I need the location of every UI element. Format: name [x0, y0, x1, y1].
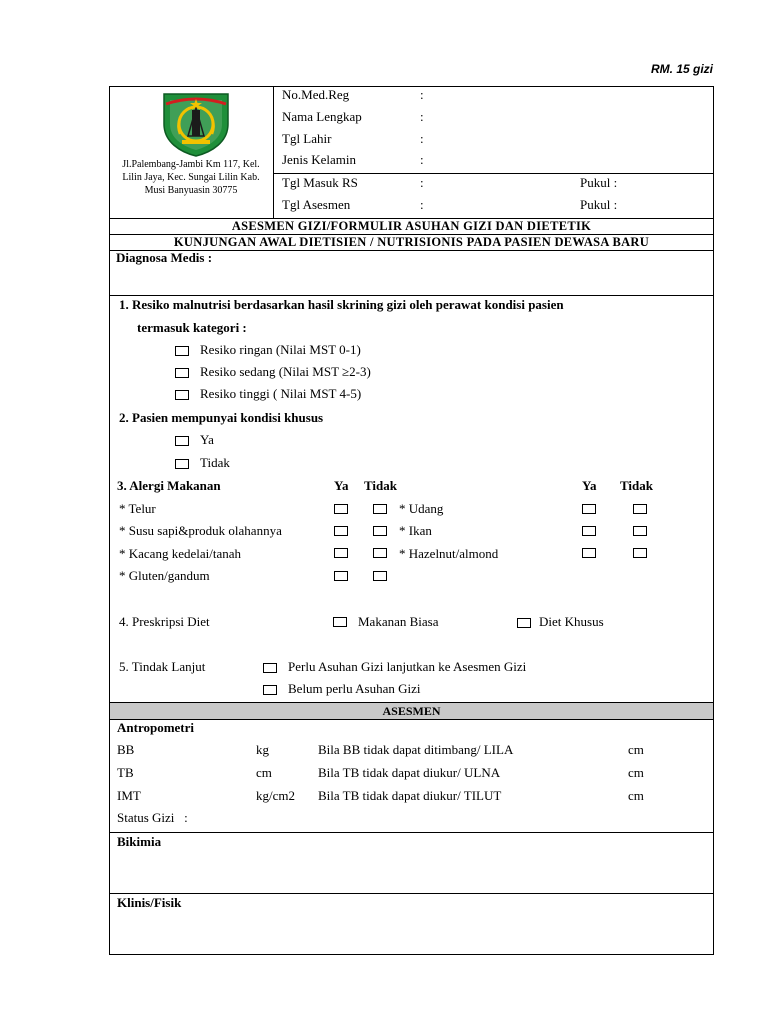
allergy-hazelnut: * Hazelnut/almond — [399, 546, 499, 561]
checkbox-ikan-tidak[interactable] — [633, 526, 647, 536]
row-imt-desc: Bila TB tidak dapat diukur/ TILUT — [318, 788, 502, 803]
field-jenis-kelamin: Jenis Kelamin — [282, 152, 357, 167]
document-code: RM. 15 gizi — [650, 62, 713, 76]
bikimia-label: Bikimia — [117, 834, 162, 849]
checkbox-kondisi-ya[interactable] — [175, 436, 189, 446]
checkbox-kacang-tidak[interactable] — [373, 548, 387, 558]
status-gizi-label: Status Gizi : — [117, 810, 188, 825]
row-tb-unit: cm — [256, 765, 272, 780]
field-pukul-masuk: Pukul : — [580, 175, 618, 190]
antropometri-bottom-line — [109, 832, 714, 833]
option-belum-perlu: Belum perlu Asuhan Gizi — [288, 681, 421, 696]
row-tb-unit2: cm — [628, 765, 644, 780]
checkbox-hazelnut-tidak[interactable] — [633, 548, 647, 558]
frame-left — [109, 86, 110, 955]
checkbox-makanan-biasa[interactable] — [333, 617, 347, 627]
option-diet-khusus: Diet Khusus — [539, 614, 604, 629]
checkbox-telur-tidak[interactable] — [373, 504, 387, 514]
klinis-fisik-label: Klinis/Fisik — [117, 895, 182, 910]
field-tgl-masuk-rs-sep: : — [420, 175, 424, 190]
field-nama-lengkap-sep: : — [420, 109, 424, 124]
diagnosa-medis-label: Diagnosa Medis : — [116, 250, 213, 265]
option-makanan-biasa: Makanan Biasa — [358, 614, 439, 629]
q5-label: 5. Tindak Lanjut — [119, 659, 206, 674]
hospital-address: Jl.Palembang-Jambi Km 117, Kel. Lilin Jaya, Kec. Sungai Lilin Kab. Musi Banyuasin 30775 — [122, 159, 260, 196]
row-bb-name: BB — [117, 742, 135, 757]
field-tgl-asesmen-sep: : — [420, 197, 424, 212]
checkbox-kacang-ya[interactable] — [334, 548, 348, 558]
diagnosa-line — [109, 295, 714, 296]
field-no-med-reg: No.Med.Reg — [282, 87, 350, 102]
field-jenis-kelamin-sep: : — [420, 152, 424, 167]
option-resiko-ringan: Resiko ringan (Nilai MST 0-1) — [200, 342, 361, 357]
field-tgl-masuk-rs: Tgl Masuk RS — [282, 175, 358, 190]
field-tgl-asesmen: Tgl Asesmen — [282, 197, 351, 212]
form-title: ASESMEN GIZI/FORMULIR ASUHAN GIZI DAN DIETETIK — [231, 219, 592, 233]
frame-right — [713, 86, 714, 955]
header-divider — [273, 86, 274, 218]
checkbox-udang-tidak[interactable] — [633, 504, 647, 514]
allergy-ikan: * Ikan — [399, 523, 432, 538]
checkbox-resiko-ringan[interactable] — [175, 346, 189, 356]
field-no-med-reg-sep: : — [420, 87, 424, 102]
q1-label-line2: termasuk kategori : — [137, 320, 247, 335]
checkbox-resiko-tinggi[interactable] — [175, 390, 189, 400]
option-resiko-sedang: Resiko sedang (Nilai MST ≥2-3) — [200, 364, 371, 379]
row-imt-unit: kg/cm2 — [256, 788, 295, 803]
option-perlu-asuhan: Perlu Asuhan Gizi lanjutkan ke Asesmen Gizi — [288, 659, 527, 674]
q3-label: 3. Alergi Makanan — [117, 478, 221, 493]
checkbox-hazelnut-ya[interactable] — [582, 548, 596, 558]
checkbox-udang-ya[interactable] — [582, 504, 596, 514]
option-kondisi-tidak: Tidak — [200, 455, 230, 470]
hospital-logo — [160, 90, 232, 158]
field-tgl-lahir: Tgl Lahir — [282, 131, 332, 146]
checkbox-perlu-asuhan[interactable] — [263, 663, 277, 673]
q3-tidak-header-right: Tidak — [620, 478, 654, 493]
field-pukul-asesmen: Pukul : — [580, 197, 618, 212]
checkbox-diet-khusus[interactable] — [517, 618, 531, 628]
checkbox-resiko-sedang[interactable] — [175, 368, 189, 378]
option-kondisi-ya: Ya — [200, 432, 214, 447]
allergy-kacang-kedelai: * Kacang kedelai/tanah — [119, 546, 241, 561]
checkbox-susu-ya[interactable] — [334, 526, 348, 536]
q3-tidak-header-left: Tidak — [364, 478, 398, 493]
asesmen-band-line — [109, 719, 714, 720]
checkbox-kondisi-tidak[interactable] — [175, 459, 189, 469]
row-tb-name: TB — [117, 765, 134, 780]
allergy-susu-sapi: * Susu sapi&produk olahannya — [119, 523, 282, 538]
frame-top — [109, 86, 714, 87]
asesmen-header: ASESMEN — [382, 704, 441, 718]
option-resiko-tinggi: Resiko tinggi ( Nilai MST 4-5) — [200, 386, 362, 401]
allergy-telur: * Telur — [119, 501, 156, 516]
checkbox-gluten-tidak[interactable] — [373, 571, 387, 581]
q4-label: 4. Preskripsi Diet — [119, 614, 210, 629]
checkbox-susu-tidak[interactable] — [373, 526, 387, 536]
q3-ya-header-left: Ya — [334, 478, 349, 493]
checkbox-telur-ya[interactable] — [334, 504, 348, 514]
q2-label: 2. Pasien mempunyai kondisi khusus — [119, 410, 324, 425]
header-inner-line — [273, 173, 714, 174]
form-subtitle: KUNJUNGAN AWAL DIETISIEN / NUTRISIONIS PADA PASIEN DEWASA BARU — [173, 235, 650, 249]
row-bb-unit2: cm — [628, 742, 644, 757]
row-imt-name: IMT — [117, 788, 141, 803]
allergy-gluten: * Gluten/gandum — [119, 568, 210, 583]
frame-bottom — [109, 954, 714, 955]
allergy-udang: * Udang — [399, 501, 444, 516]
q1-label: 1. Resiko malnutrisi berdasarkan hasil skrining gizi oleh perawat kondisi pasien — [119, 297, 564, 312]
checkbox-gluten-ya[interactable] — [334, 571, 348, 581]
shield-logo-icon — [160, 90, 232, 158]
q3-ya-header-right: Ya — [582, 478, 597, 493]
antropometri-label: Antropometri — [117, 720, 195, 735]
row-bb-desc: Bila BB tidak dapat ditimbang/ LILA — [318, 742, 514, 757]
row-imt-unit2: cm — [628, 788, 644, 803]
checkbox-ikan-ya[interactable] — [582, 526, 596, 536]
field-tgl-lahir-sep: : — [420, 131, 424, 146]
row-tb-desc: Bila TB tidak dapat diukur/ ULNA — [318, 765, 501, 780]
bikimia-bottom-line — [109, 893, 714, 894]
field-nama-lengkap: Nama Lengkap — [282, 109, 362, 124]
checkbox-belum-perlu[interactable] — [263, 685, 277, 695]
row-bb-unit: kg — [256, 742, 269, 757]
